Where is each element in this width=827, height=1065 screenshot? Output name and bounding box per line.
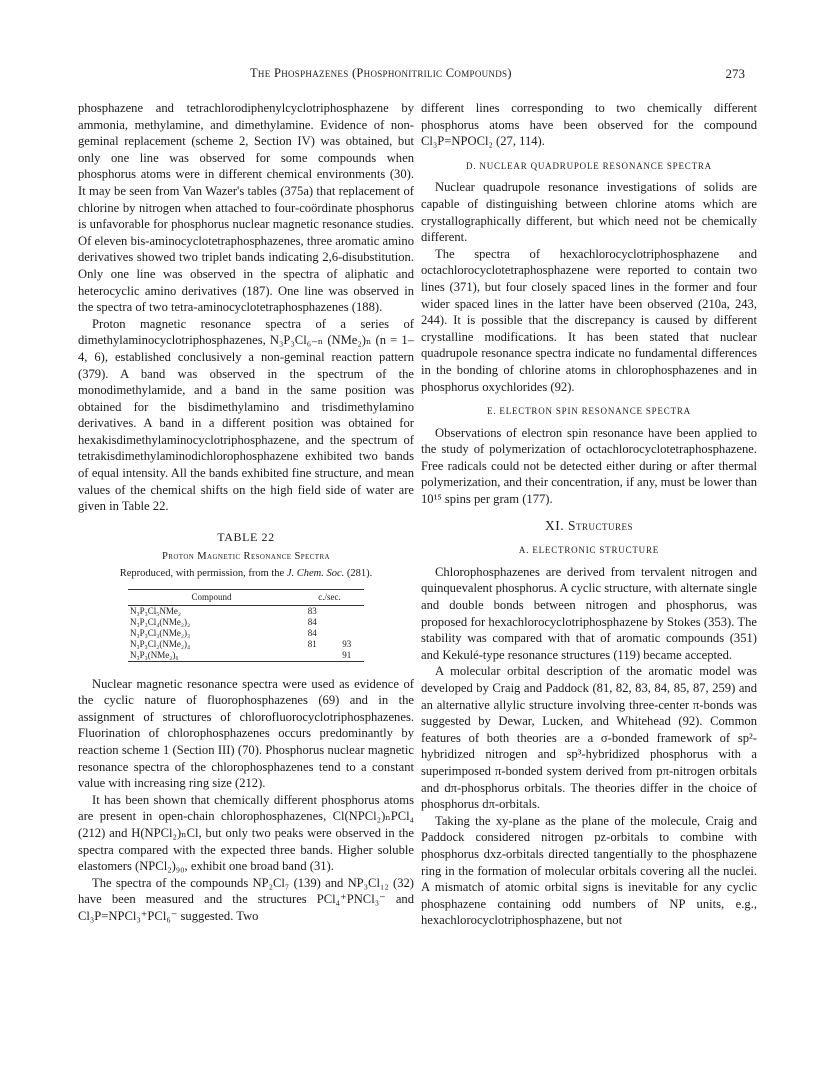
table-label: TABLE 22: [217, 529, 275, 544]
value-cell: 83: [307, 605, 317, 616]
value-cell: [330, 617, 365, 628]
value-cell: 84: [307, 616, 317, 627]
table-subtitle-post: (281).: [344, 568, 373, 580]
paragraph: Proton magnetic resonance spectra of a series of dimethylaminocyclotriphosphazenes, N₃P₃Cl₆₋ₙ (NMe₂)ₙ (n = 1–4, 6), established conclusively a non-geminal reaction pattern (379). A band was observed in the spectrum of the monodimethylamide, and a band in the same position was obtained for the bisdimethylamino and trisdimethylamino derivatives. A band in a different position was obtained for hexakisdimethylaminocyclotriphosphazene, and the spectrum of tetrakisdimethylaminodichlorophosphazene exhibited two bands of equal intensity. All the bands exhibited fine structure, and mean values of the chemical shifts on the high field side of water are given in Table 22.: [78, 316, 414, 514]
section-heading-e: E. ELECTRON SPIN RESONANCE SPECTRA: [487, 406, 691, 417]
left-column: [78, 100, 414, 925]
paragraph: different lines corresponding to two chemically different phosphorus atoms have been observed for the compound Cl₃P=NPOCl₂ (27, 114).: [421, 101, 757, 149]
compound-cell: N₃P₃Cl₄(NMe₂)₂: [130, 616, 191, 627]
paragraph: phosphazene and tetrachlorodiphenylcyclotriphosphazene by ammonia, methylamine, and dimethylamine. Evidence of non-geminal replacement (scheme 2, Section IV) was obtained, but only one line was observed for some compounds when phosphorus atoms were in different chemical environments (30). It may be seen from Van Wazer's tables (375a) that replacement of chlorine by nitrogen when attached to four-coördinate phosphorus is unfavorable for phosphorus nuclear magnetic resonance studies. Of eleven bis-aminocyclotetraphosphazenes, three aromatic amino derivatives showed two triplet bands indicating 2,6-disubstitution. Only one line was observed in the spectra of aliphatic and heterocyclic amino derivatives (187). One line was observed in the spectra of two tetra-aminocyclotetraphosphazenes (188).: [78, 101, 414, 315]
value-cell: 91: [330, 650, 365, 662]
nmr-table: [128, 589, 364, 662]
section-heading-d: D. NUCLEAR QUADRUPOLE RESONANCE SPECTRA: [466, 160, 712, 171]
page-number: 273: [725, 66, 745, 81]
table-row: [128, 617, 364, 628]
value-cell: [330, 628, 365, 639]
running-title: The Phosphazenes (Phosphonitrilic Compounds): [250, 66, 512, 80]
paragraph: The spectra of the compounds NP₂Cl₇ (139) and NP₃Cl₁₂ (32) have been measured and the structures PCl₄⁺PNCl₃⁻ and Cl₃P=NPCl₃⁺PCl₆⁻ suggested. Two: [78, 875, 414, 923]
paragraph: Nuclear quadrupole resonance investigations of solids are capable of distinguishing between chlorine atoms which are crystallographically different, but which need not be chemically different.: [421, 180, 757, 245]
value-cell: 81: [307, 638, 317, 649]
section-heading-a: A. ELECTRONIC STRUCTURE: [518, 545, 660, 556]
paragraph: Chlorophosphazenes are derived from tervalent nitrogen and quinquevalent phosphorus. A cyclic structure, with alternate single and double bonds between nitrogen and phosphorus, was proposed for hexachlorocyclotriphosphazene by Stokes (353). The stability was compared with that of aromatic compounds (351) and Kekulé-type resonance structures (119) became accepted.: [421, 564, 757, 662]
paragraph: Nuclear magnetic resonance spectra were used as evidence of the cyclic nature of fluorophosphazenes (69) and in the assignment of structures of chlorofluorocyclotriphosphazenes. Fluorination of chlorophosphazenes occurs predominantly by reaction scheme 1 (Section III) (70). Phosphorus nuclear magnetic resonance spectra of the chlorophosphazenes tend to a constant value with increasing ring size (212).: [78, 676, 414, 791]
compound-cell: N₃P₃(NMe₂)₆: [128, 650, 295, 662]
table-row: [128, 628, 364, 639]
column-header-compound: Compound: [128, 589, 295, 605]
compound-cell: N₃P₃Cl₃(NMe₂)₃: [130, 627, 191, 638]
table-22: [78, 529, 414, 662]
table-row: [128, 605, 364, 617]
table-header-row: [128, 589, 364, 605]
paragraph: A molecular orbital description of the aromatic model was developed by Craig and Paddock (81, 82, 83, 84, 85, 87, 259) and an alternative allylic structure involving three-center π-bonds was suggested by Dewar, Lucken, and Whitehead (92). Common features of both theories are a σ-bonded framework of sp²-hybridized nitrogen and sp³-hybridized phosphorus with a superimposed π-bonded system derived from pπ-nitrogen orbitals and dπ-phosphorus orbitals. The theories differ in the choice of phosphorus dπ-orbitals.: [421, 664, 757, 812]
value-cell: [330, 605, 365, 617]
table-title: Proton Magnetic Resonance Spectra: [162, 551, 330, 563]
compound-cell: N₃P₃Cl₅NMe₂: [130, 605, 182, 616]
column-header-value: c./sec.: [295, 589, 364, 605]
value-cell: 93: [342, 638, 352, 649]
paragraph: It has been shown that chemically different phosphorus atoms are present in open-chain chlorophosphazenes, Cl(NPCl₂)ₙPCl₄ (212) and H(NPCl₂)ₙCl, but only two peaks were observed in the spectra compared with the expected three bands. Higher soluble elastomers (NPCl₂)₉₀, exhibit one broad band (31).: [78, 792, 414, 874]
page-header: [0, 66, 827, 84]
table-row: [128, 639, 364, 650]
table-subtitle: [78, 566, 414, 583]
compound-cell: N₃P₃Cl₂(NMe₂)₄: [130, 638, 191, 649]
value-cell: 84: [307, 627, 317, 638]
paragraph: Taking the xy-plane as the plane of the molecule, Craig and Paddock considered nitrogen pz-orbitals to combine with phosphorus dxz-orbitals directed tangentially to the phosphazene ring in the formation of molecular orbitals covering all the nuclei. A mismatch of atomic orbital signs is inevitable for any cyclic phosphazene containing odd numbers of NP units, e.g., hexachlorocyclotriphosphazene, but not: [421, 813, 757, 928]
table-subtitle-pre: Reproduced, with permission, from the: [119, 568, 287, 580]
section-heading-xi: XI. Structures: [544, 517, 633, 533]
table-row: [128, 650, 364, 662]
paragraph: The spectra of hexachlorocyclotriphosphazene and octachlorocyclotetraphosphazene were reported to contain two lines (371), but four closely spaced lines in the former and four wider spaced lines in the latter have been observed (210a, 243, 244). It is possible that the discrepancy is caused by different crystalline modifications. It has been stated that nuclear quadrupole resonance spectra indicate no fundamental differences in the bonding of chlorine atoms in chlorophosphazenes and in phosphorus oxychlorides (92).: [421, 246, 757, 394]
paragraph: Observations of electron spin resonance have been applied to the study of polymerization of octachlorocyclotetraphosphazene. Free radicals could not be detected either during or after thermal polymerization, and their concentration, if any, must be lower than 10¹⁵ spins per gram (177).: [421, 425, 757, 507]
value-cell: [295, 650, 329, 662]
table-subtitle-journal: J. Chem. Soc.: [286, 568, 345, 580]
right-column: [421, 100, 757, 929]
